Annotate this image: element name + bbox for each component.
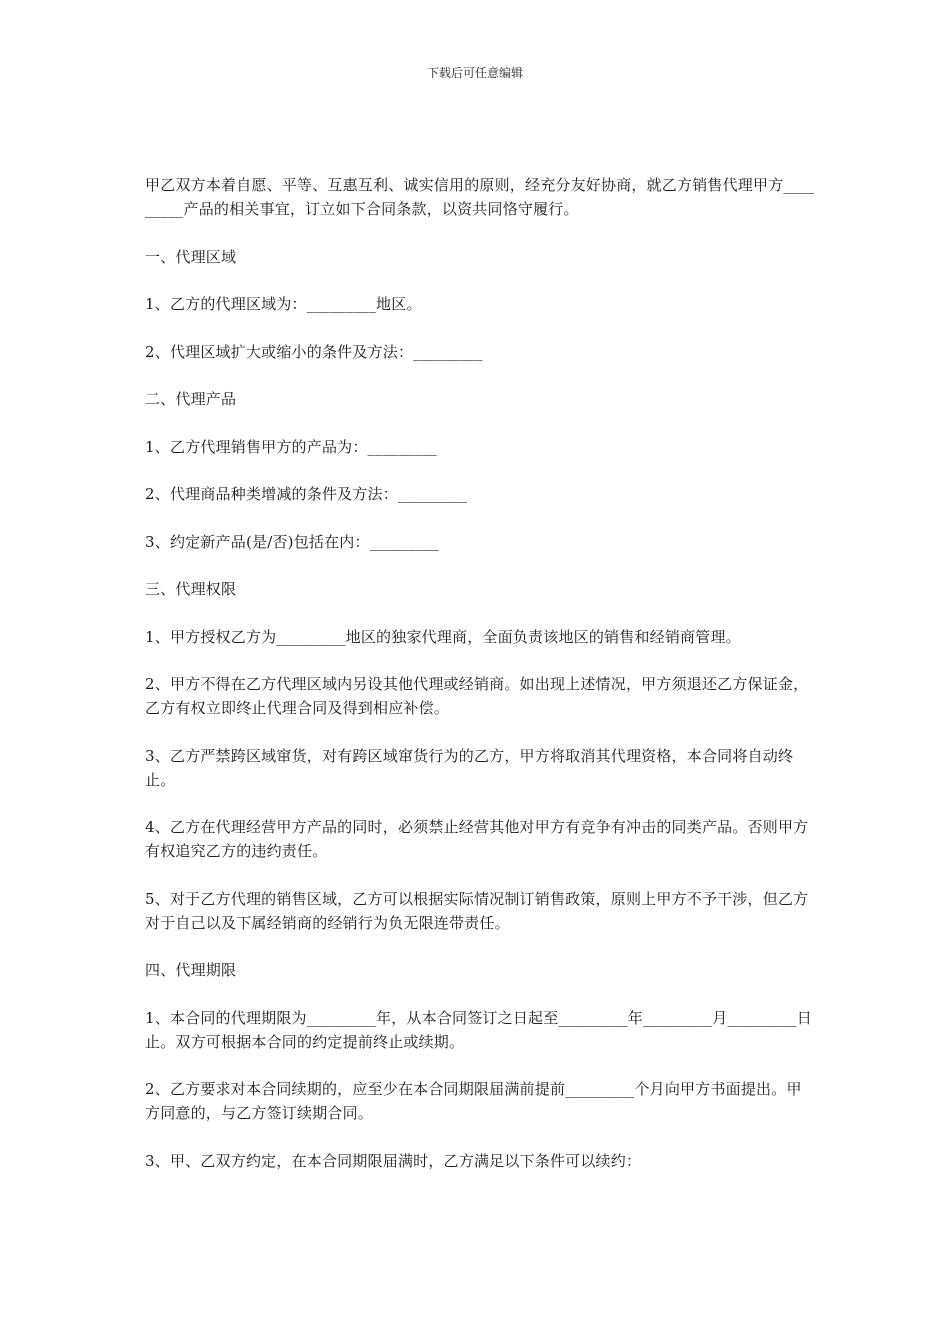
- section-heading-agency-authority: 三、代理权限: [145, 580, 237, 598]
- clause-4-2: 2、乙方要求对本合同续期的，应至少在本合同期限届满前提前_________个月向甲方书面提出。甲方同意的，与乙方签订续期合同。: [145, 1080, 802, 1122]
- clause-1-2: 2、代理区域扩大或缩小的条件及方法：_________: [145, 342, 483, 361]
- contract-body: [145, 173, 815, 1196]
- clause-3-4: 4、乙方在代理经营甲方产品的同时，必须禁止经营其他对甲方有竞争有冲击的同类产品。否则甲方有权追究乙方的违约责任。: [145, 818, 809, 860]
- clause-3-1: 1、甲方授权乙方为_________地区的独家代理商，全面负责该地区的销售和经销商管理。: [145, 627, 741, 646]
- page-header: 下载后可任意编辑: [426, 66, 523, 80]
- clause-1-1: 1、乙方的代理区域为：_________地区。: [145, 295, 422, 313]
- section-heading-agency-products: 二、代理产品: [145, 390, 237, 408]
- section-heading-agency-area: 一、代理区域: [145, 247, 237, 266]
- clause-3-3: 3、乙方严禁跨区域窜货，对有跨区域窜货行为的乙方，甲方将取消其代理资格，本合同将自动终止。: [145, 746, 794, 789]
- clause-2-2: 2、代理商品种类增减的条件及方法：_________: [145, 485, 468, 503]
- clause-4-1: 1、本合同的代理期限为_________年，从本合同签订之日起至_________年_________月_________日止。双方可根据本合同的约定提前终止或续期。: [145, 1008, 812, 1051]
- clause-2-1: 1、乙方代理销售甲方的产品为：_________: [145, 437, 437, 456]
- clause-3-5: 5、对于乙方代理的销售区域，乙方可以根据实际情况制订销售政策，原则上甲方不予干涉，但乙方对于自己以及下属经销商的经销行为负无限连带责任。: [145, 889, 809, 932]
- section-heading-agency-term: 四、代理期限: [145, 961, 237, 979]
- clause-4-3: 3、甲、乙双方约定，在本合同期限届满时，乙方满足以下条件可以续约：: [145, 1151, 642, 1170]
- clause-3-2: 2、甲方不得在乙方代理区域内另设其他代理或经销商。如出现上述情况，甲方须退还乙方保证金，乙方有权立即终止代理合同及得到相应补偿。: [145, 675, 809, 717]
- clause-2-3: 3、约定新产品(是/否)包括在内：_________: [145, 532, 440, 551]
- intro-paragraph: 甲乙双方本着自愿、平等、互惠互利、诚实信用的原则，经充分友好协商，就乙方销售代理甲方_________产品的相关事宜，订立如下合同条款，以资共同恪守履行。: [145, 176, 815, 218]
